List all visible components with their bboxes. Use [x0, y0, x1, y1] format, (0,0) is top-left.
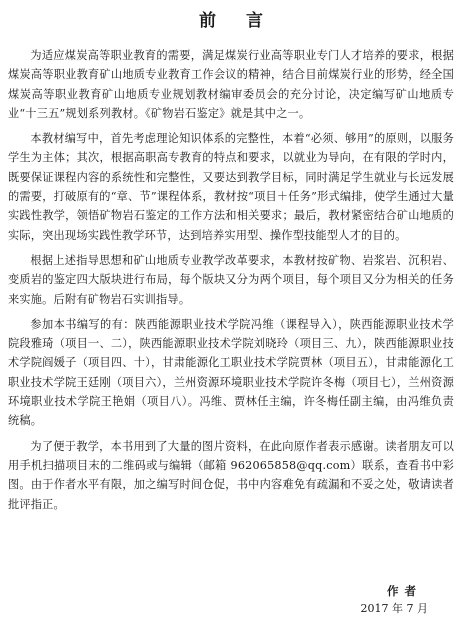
paragraph-authors: 参加本书编写的有：陕西能源职业技术学院冯维（课程导入），陕西能源职业技术学院段雅琦（项目一、二），陕西能源职业技术学院刘晓玲（项目三、九），陕西能源职业技术学院阎媛子（项目四、十），甘肃能源化工职业技术学院贾林（项目五），甘肃能源化工职业技术学院王廷刚（项目六），兰州资源环境职业技术学院许冬梅（项目七），兰州资源环境职业技术学院王艳娟（项目八）。冯维、贾林任主编，许冬梅任副主编，由冯维负责统稿。 — [8, 317, 454, 428]
paragraph-acknowledgement: 为了便于教学，本书用到了大量的图片资料，在此向原作者表示感谢。读者朋友可以用手机扫描项目末的二维码或与编辑（邮箱 962065858@qq.com）联系，查看书中彩图。由于作者水平有限，加之编写时间仓促，书中内容难免有疏漏和不妥之处，敬请读者批评指正。 — [8, 439, 454, 511]
preface-page — [8, 6, 454, 616]
paragraph-structure: 根据上述指导思想和矿山地质专业教学改革要求，本教材按矿物、岩浆岩、沉积岩、变质岩的鉴定四大版块进行布局，每个版块又分为两个项目，每个项目又分为相关的任务来实施。后附有矿物岩石实训指导。 — [8, 253, 454, 306]
paragraph-intro: 为适应煤炭高等职业教育的需要，满足煤炭行业高等职业专门人才培养的要求，根据煤炭高等职业教育矿山地质专业教育工作会议的精神，结合目前煤炭行业的形势，经全国煤炭高等职业教育矿山地质专业规划教材编审委员会的充分讨论，决定编写矿山地质专业“十三五”规划系列教材。《矿物岩石鉴定》就是其中之一。 — [8, 49, 454, 120]
signature-block — [361, 582, 428, 618]
page-title: 前 言 — [199, 11, 275, 31]
signature-author: 作者 — [387, 584, 422, 598]
signature-date: 2017 年 7 月 — [360, 602, 428, 615]
paragraph-principles: 本教材编写中，首先考虑理论知识体系的完整性，本着“必须、够用”的原则，以服务学生为主体；其次，根据高职高专教育的特点和要求，以就业为导向，在有限的学时内，既要保证课程内容的系统性和完整性，又要达到教学目标，同时满足学生就业与长远发展的需要，打破原有的“章、节”课程体系，教材按“项目＋任务”形式编排，使学生通过大量实践性教学，领悟矿物岩石鉴定的工作方法和相关要求；最后，教材紧密结合矿山地质的实际，突出现场实践性教学环节，达到培养实用型、操作型技能型人才的目的。 — [8, 132, 454, 242]
